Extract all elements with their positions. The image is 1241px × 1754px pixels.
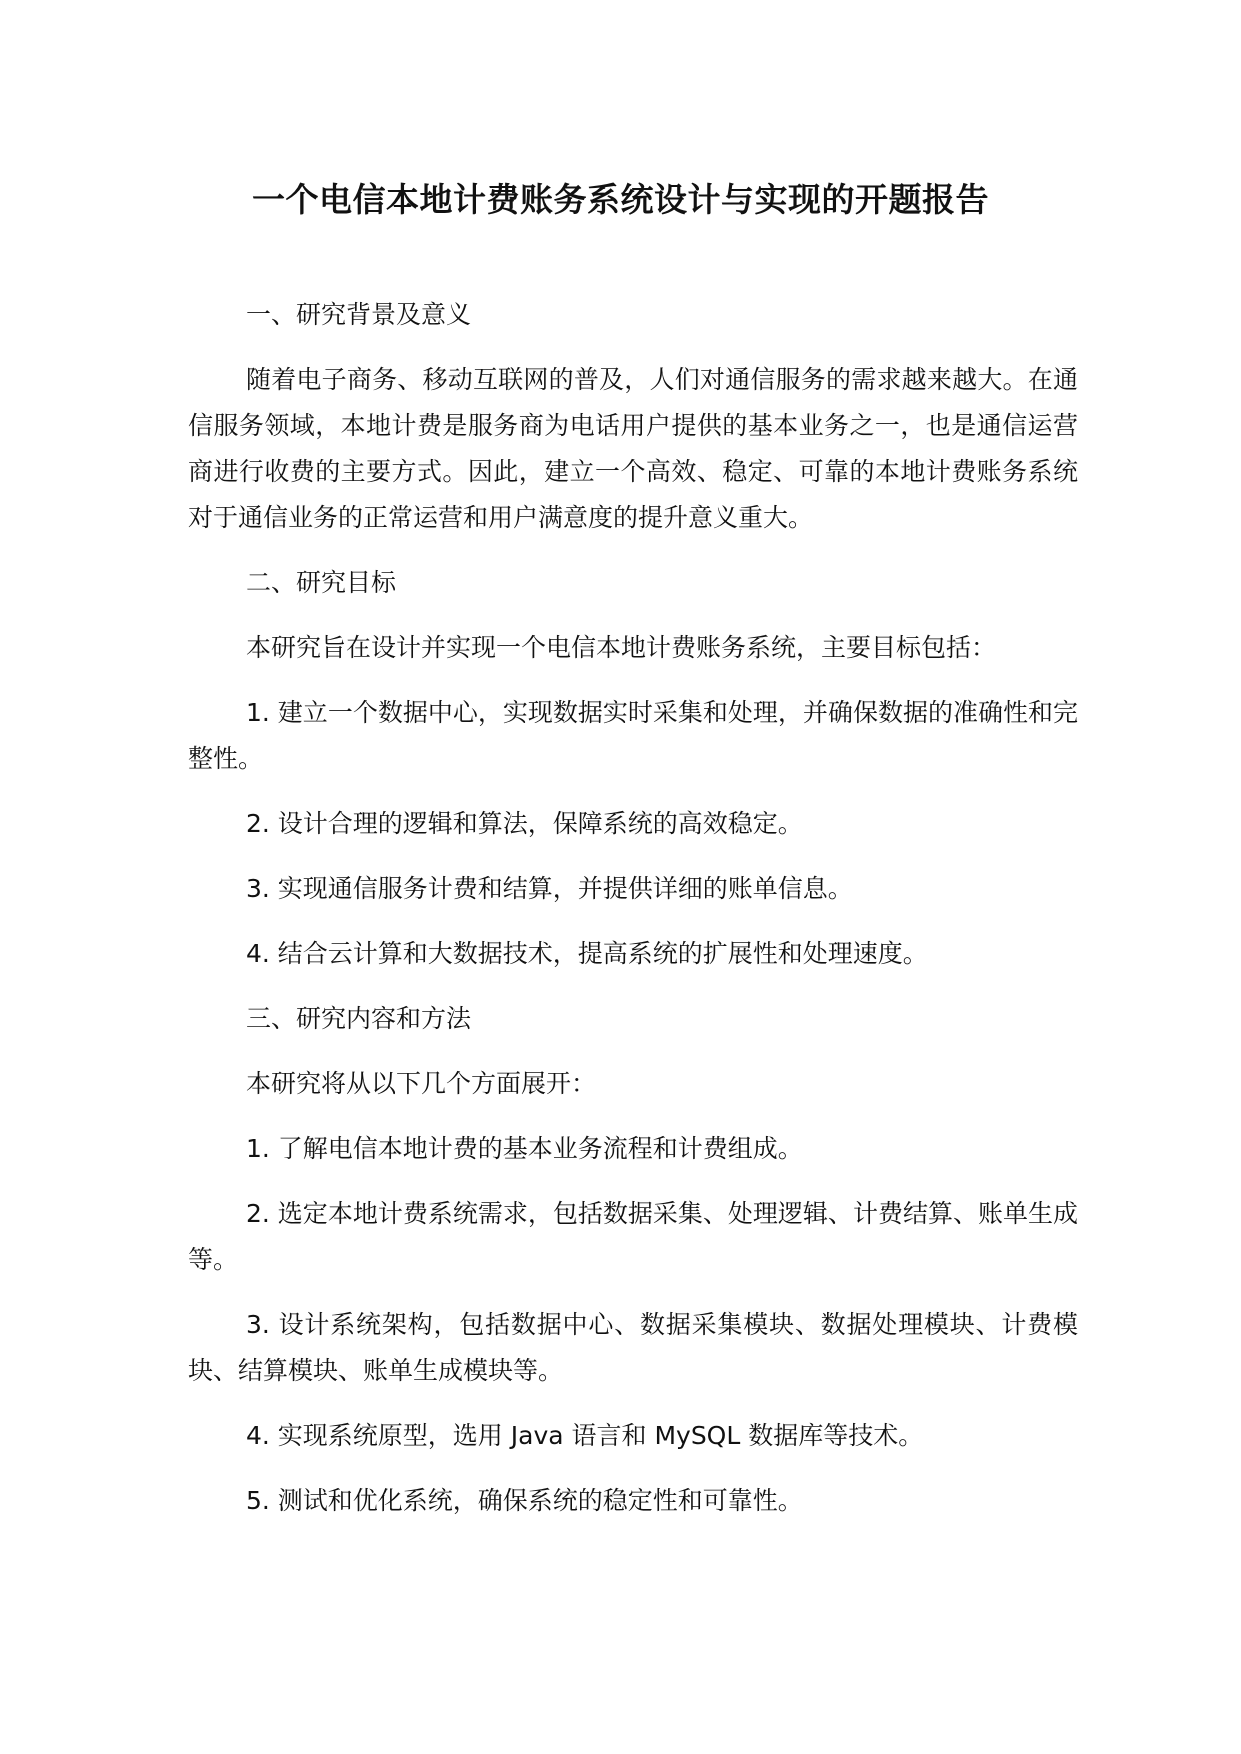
method-item: 3. 设计系统架构，包括数据中心、数据采集模块、数据处理模块、计费模块、结算模块、账单生成模块等。 (188, 1310, 1078, 1385)
method-item: 4. 实现系统原型，选用 Java 语言和 MySQL 数据库等技术。 (246, 1421, 924, 1450)
objective-item: 1. 建立一个数据中心，实现数据实时采集和处理，并确保数据的准确性和完整性。 (188, 698, 1078, 773)
method-item: 5. 测试和优化系统，确保系统的稳定性和可靠性。 (246, 1486, 803, 1515)
background-paragraph: 随着电子商务、移动互联网的普及，人们对通信服务的需求越来越大。在通信服务领域，本地计费是服务商为电话用户提供的基本业务之一，也是通信运营商进行收费的主要方式。因此，建立一个高效、稳定、可靠的本地计费账务系统对于通信业务的正常运营和用户满意度的提升意义重大。 (188, 365, 1078, 532)
objective-item: 2. 设计合理的逻辑和算法，保障系统的高效稳定。 (246, 809, 803, 838)
objective-item: 3. 实现通信服务计费和结算，并提供详细的账单信息。 (246, 874, 853, 903)
section-heading-objectives: 二、研究目标 (246, 568, 397, 597)
method-item: 1. 了解电信本地计费的基本业务流程和计费组成。 (246, 1134, 803, 1163)
methods-intro: 本研究将从以下几个方面展开： (246, 1069, 597, 1098)
document-title: 一个电信本地计费账务系统设计与实现的开题报告 (252, 180, 989, 219)
objectives-intro: 本研究旨在设计并实现一个电信本地计费账务系统，主要目标包括： (246, 633, 997, 662)
document-body (188, 292, 1078, 1543)
section-heading-methods: 三、研究内容和方法 (246, 1004, 472, 1033)
objective-item: 4. 结合云计算和大数据技术，提高系统的扩展性和处理速度。 (246, 939, 928, 968)
method-item: 2. 选定本地计费系统需求，包括数据采集、处理逻辑、计费结算、账单生成等。 (188, 1199, 1078, 1274)
section-heading-background: 一、研究背景及意义 (246, 300, 472, 329)
